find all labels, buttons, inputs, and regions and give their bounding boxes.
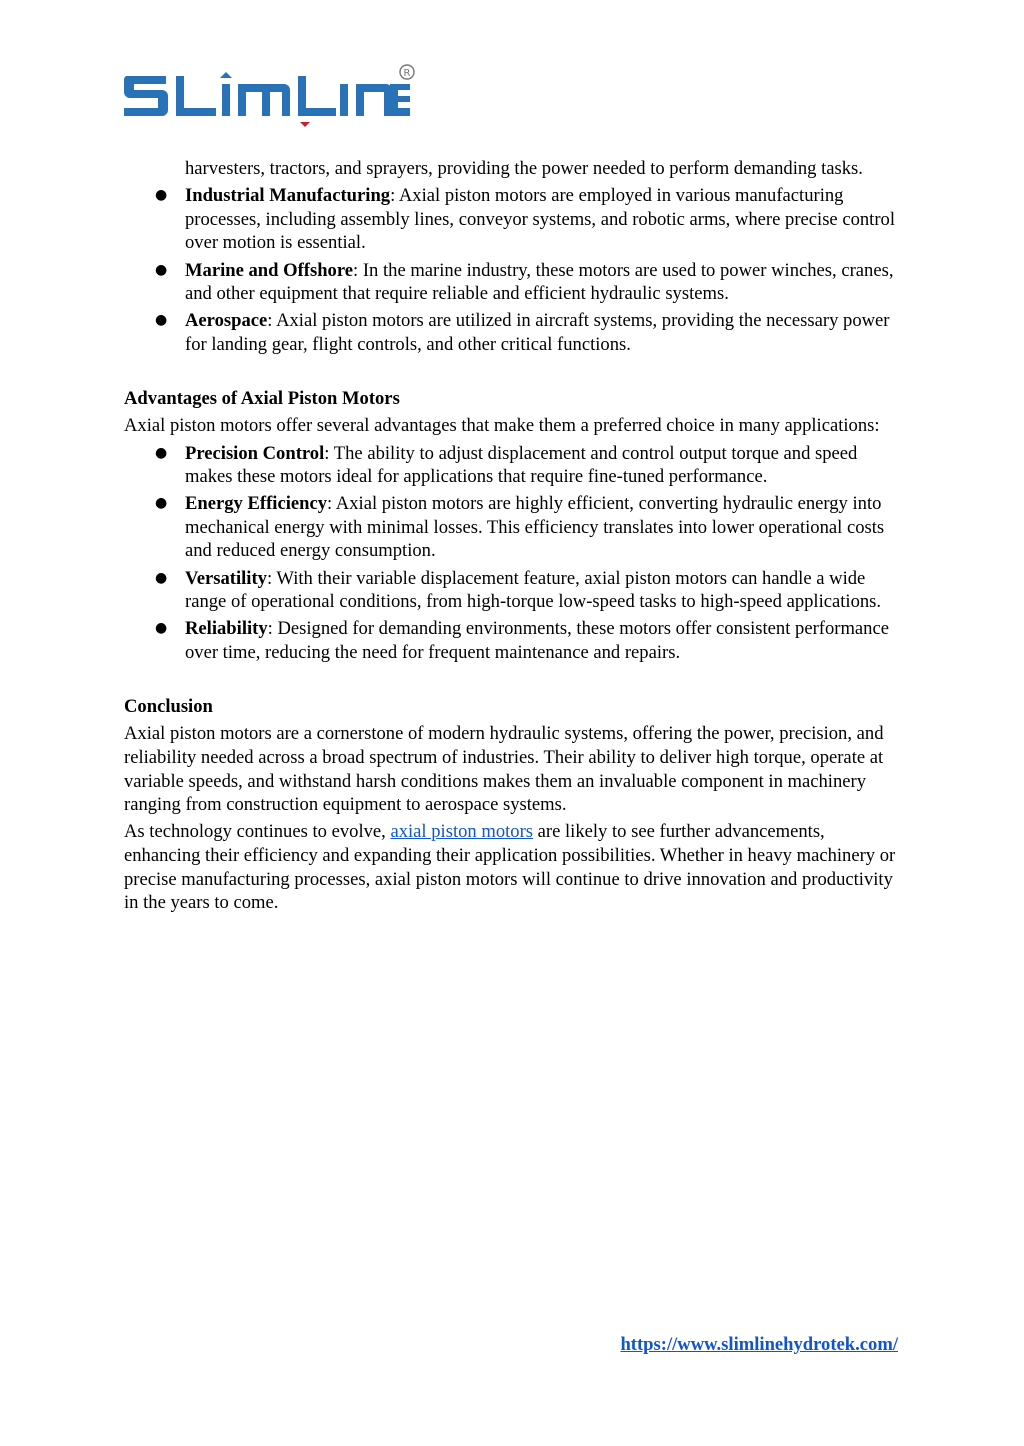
list-item bbox=[124, 492, 900, 563]
section-heading-advantages: Advantages of Axial Piston Motors bbox=[124, 388, 400, 410]
list-item-term: Energy Efficiency bbox=[185, 493, 328, 515]
list-item-text: : In the marine industry, these motors are used to power winches, cranes, and other equipment that require reliable and efficient hydraulic systems. bbox=[185, 259, 894, 305]
list-item bbox=[124, 184, 900, 255]
advantages-intro: Axial piston motors offer several advantages that make them a preferred choice in many applications: bbox=[124, 415, 880, 437]
conclusion-paragraph-2 bbox=[124, 820, 900, 914]
list-item-text: : The ability to adjust displacement and control output torque and speed makes these motors ideal for applications that require fine-tuned performance. bbox=[185, 442, 858, 488]
list-item-term: Industrial Manufacturing bbox=[185, 185, 391, 207]
list-item bbox=[124, 567, 900, 614]
list-item-text: : Axial piston motors are employed in various manufacturing processes, including assembly lines, conveyor systems, and robotic arms, where precise control over motion is essential. bbox=[185, 185, 895, 254]
list-item bbox=[124, 617, 900, 664]
list-item-text: : Axial piston motors are highly efficient, converting hydraulic energy into mechanical energy with minimal losses. This efficiency translates into lower operational costs and reduced energy consumption. bbox=[185, 493, 885, 562]
bullet-icon: ● bbox=[155, 187, 168, 204]
list-item-text: : With their variable displacement feature, axial piston motors can handle a wide range of operational conditions, from high-torque low-speed tasks to high-speed applications. bbox=[185, 567, 882, 613]
list-item bbox=[124, 442, 900, 489]
axial-piston-motors-link[interactable]: axial piston motors bbox=[390, 821, 534, 843]
bullet-icon: ● bbox=[155, 620, 168, 637]
bullet-icon: ● bbox=[155, 261, 168, 278]
list-item-term: Marine and Offshore bbox=[185, 259, 354, 281]
list-item-text: : Axial piston motors are utilized in aircraft systems, providing the necessary power for landing gear, flight controls, and other critical functions. bbox=[185, 310, 890, 355]
section-heading-conclusion: Conclusion bbox=[124, 696, 213, 718]
registered-icon bbox=[400, 65, 414, 79]
bullet-icon: ● bbox=[155, 444, 168, 461]
slimline-logo bbox=[124, 62, 424, 128]
applications-list bbox=[124, 184, 900, 356]
svg-text:R: R bbox=[403, 68, 411, 79]
conclusion-paragraph: Axial piston motors are a cornerstone of modern hydraulic systems, offering the power, precision, and reliability needed across a broad spectrum of industries. Their ability to deliver high torque, operate at variable speeds, and withstand harsh conditions makes them an invaluable component in machinery ranging from construction equipment to aerospace systems. bbox=[124, 723, 884, 816]
document-body bbox=[124, 157, 900, 918]
list-item bbox=[124, 309, 900, 356]
paragraph-text: are likely to see further advancements, enhancing their efficiency and expanding their application possibilities. Whether in heavy machinery or precise manufacturing processes, axial piston motors will continue to drive innovation and productivity in the years to come. bbox=[124, 821, 896, 914]
bullet-icon: ● bbox=[155, 312, 168, 329]
bullet-icon: ● bbox=[155, 495, 168, 512]
list-item-term: Versatility bbox=[185, 567, 267, 589]
list-item bbox=[124, 259, 900, 306]
list-item-term: Aerospace bbox=[185, 310, 268, 332]
list-item-continuation: harvesters, tractors, and sprayers, providing the power needed to perform demanding tasks. bbox=[185, 158, 863, 179]
advantages-list bbox=[124, 442, 900, 665]
bullet-icon: ● bbox=[155, 569, 168, 586]
list-item-term: Precision Control bbox=[185, 442, 325, 464]
list-item-term: Reliability bbox=[185, 618, 268, 640]
list-item-text: : Designed for demanding environments, these motors offer consistent performance over time, reducing the need for frequent maintenance and repairs. bbox=[185, 618, 889, 664]
footer-website-link[interactable]: https://www.slimlinehydrotek.com/ bbox=[620, 1334, 898, 1355]
paragraph-text: As technology continues to evolve, bbox=[124, 821, 391, 843]
